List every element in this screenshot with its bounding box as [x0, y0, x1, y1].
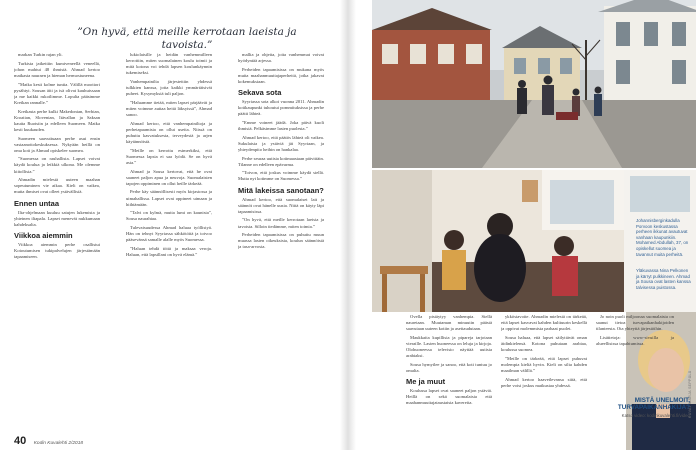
body-paragraph: Perheiden tapaamisissa on puhuttu muun muassa lasten oikeuksista, koulun säännöistä ja tasa-arvosta. [238, 232, 324, 250]
sidebar-subtitle: Katso video: kodinkuvalehti.fi/video [621, 413, 690, 418]
body-paragraph: ”Emme voineet jäädä. Joka päivä kuoli ihmisiä. Pelkäsimme lasten puolesta.” [238, 119, 324, 132]
body-paragraph: Ahmad kertoo, että vanhempainiltoja ja perhetapaamisia on ollut useita. Niissä on puhuttu kasvatuksesta, terveydestä ja arjen käytännöistä. [126, 120, 212, 144]
body-paragraph: Ahmad kertoo haaveilevansa siitä, että perhe voisi joskus matkustaa yhdessä. [501, 376, 587, 388]
body-paragraph: Koulussa lapset ovat saaneet paljon ystäviä. Heillä on sekä suomalaisia että maahanmuuttajataustaisia kavereita. [406, 388, 492, 406]
body-paragraph: Viikkoa aiemmin perhe osallistui Kotoutumisen tukipalvelujen järjestämään tapaamiseen. [14, 241, 100, 259]
photo-credit: KUVAT MARJA SEPPÄLÄ [688, 370, 692, 418]
body-paragraph: ”Meille on kerrottu esimerkiksi, että Suomessa lapsia ei saa lyödä. Se on hyvä asia.” [126, 147, 212, 165]
body-paragraph: ”On hyvä, että meille kerrotaan laeista ja tavoista. Silloin tiedämme, miten toimia.” [238, 217, 324, 229]
left-column-3 [238, 52, 324, 428]
body-paragraph: Ilta-ohjelmaan kuuluu satujen lukemista ja yhteinen iltapala. Lapset menevät nukkumaan kahdeksalta. [14, 209, 100, 227]
body-paragraph: ”Talvi on kylmä, mutta lumi on kaunista”, Sousa naurahtaa. [126, 210, 212, 222]
section-heading: Viikkoa aiemmin [14, 230, 73, 240]
photo-caption-1: Johannisberginkadulla Porvoon keskustassa perheen ikkunat avautuvat vanhaan kaupunkiin. Mohamed Abdullah, 37, on opiskellut suomea ja tavannut muita perheitä. [636, 218, 689, 257]
body-paragraph: Sousa haluaa, että lapset säilyttävät oman äidinkielensä. Kotona puhutaan arabiaa, koulussa suomea. [501, 334, 587, 353]
body-paragraph: Perheiden tapaamisissa on mukana myös muita maahanmuuttajaperheitä, jotka jakavat kokemuksiaan. [238, 66, 324, 84]
page-number: 40 [14, 435, 27, 447]
body-paragraph: Ahmad kertoo, että suomalaiset lait ja säännöt ovat hänelle uusia. Niitä on käyty läpi tapaamisissa. [238, 196, 324, 214]
body-paragraph: Ahmad kertoo, että päätös lähteä oli vaikea. Sukulaisia ja ystäviä jäi Syyriaan, ja yhteydenpito heihin on hankalaa. [238, 134, 324, 152]
body-paragraph: markan Turkin rajan yli. [18, 52, 63, 57]
section-heading: Sekava sota [238, 88, 282, 98]
street-scene-illustration [372, 0, 696, 168]
right-page [348, 0, 696, 450]
magazine-name: Kodin Kuvalehti 2/2018 [33, 441, 84, 446]
folio [14, 431, 83, 449]
section-heading: Me ja muut [406, 377, 446, 387]
body-paragraph: mallia ja ohjeita, joita vanhemmat voivat hyödyntää arjessa. [238, 52, 324, 64]
pull-quote: ”On hyvä, että meille kerrotaan laeista ja tavoista.” [77, 26, 297, 51]
body-paragraph: ykköstavoite. Ahmadin mielestä on tärkeää, että lapset kasvavat kahden kulttuurin keskellä ja oppivat molemmista parhaat puolet. [501, 314, 587, 332]
body-paragraph: Perhe seuraa uutisia kotimaastaan päivittäin. Tilanne on edelleen epävarma. [238, 155, 324, 167]
body-paragraph: Turkista jatkettiin kumiveneellä veneellä, johon mahtui 48 ihmistä. Ahmad kertoo matkasta nauraen ja hieman hermostuneena. [14, 60, 100, 78]
body-paragraph: ”Matka kesti kolme tuntia. Välillä moottori pysähtyi. Sousan äiti ja isä olivat kauhuissaan ja me kaikki rukoilimme. Lopulta pääsimme Kreikan rannalle.” [14, 81, 100, 105]
body-paragraph: lukiolaisille ja heidän vanhemmilleen kerrottiin, miten suomalainen koulu toimii ja mitä kotona voi tehdä lapsen koulunkäynnin tukemiseksi. [126, 52, 212, 76]
left-column-1 [14, 52, 100, 428]
body-paragraph: ”Suomessa on rauhallista. Lapset voivat käydä koulua ja leikkiä ulkona. Me olemme kiitollisia.” [14, 156, 100, 174]
body-paragraph: Syyriassa sota alkoi vuonna 2011. Ahmadin kotikaupunki tuhoutui pommituksissa ja perhe päätti lähteä. [238, 99, 324, 117]
section-heading: Mitä lakeissa sanotaan? [238, 185, 324, 195]
street-scene-photo [372, 0, 696, 168]
body-paragraph: Lisätietoja: www-sivuilla ja alueellisissa tapahtumissa. [596, 334, 674, 346]
body-paragraph: ”Haluamme tietää, miten lapset pärjäävät ja miten voimme auttaa heitä läksyissä”, Ahmad sanoo. [126, 99, 212, 118]
sidebar-title: MISTÄ UNELMOIT, TURVAPAIKANHAKIJA? [617, 397, 690, 412]
right-column-2 [501, 314, 587, 432]
left-column-2 [126, 52, 212, 428]
body-paragraph: Kreikasta perhe kulki Makedonian, Serbian, Kroatian, Slovenian, Itävallan ja Saksan kautta Ruotsiin ja edelleen Suomeen. Matka kesti kuukauden. [14, 108, 100, 132]
body-paragraph: ”Toivon, että joskus voimme käydä siellä. Mutta nyt kotimme on Suomessa.” [238, 170, 324, 182]
body-paragraph: Perhe käy säännöllisesti myös kirjastossa ja uimahallissa. Lapset ovat oppineet uimaan ja hiihtämään. [126, 189, 212, 207]
body-paragraph: Suomeen saavuttuaan perhe asui ensin vastaanottokeskuksessa. Nykyään heillä on oma koti ja Ahmad opiskelee suomea. [14, 135, 100, 153]
body-paragraph: ”Haluan tehdä töitä ja maksaa veroja. Haluan, että lapsillani on hyvä elämä.” [126, 245, 212, 258]
body-paragraph: Ovella pistäytyy vanhempia. Siellä nauretaan. Muutaman minuutin päästä saavutaan uuteen kotiin ja asettaudutaan. [406, 314, 492, 332]
body-paragraph: Jo noin puoli miljoonaa suomalaista on saanut tietoa turvapaikanhakijoiden tilanteesta. Ota yhteyttä järjestöihin. [596, 314, 674, 332]
photo-caption-2: Yläkuvassa Nina Pelkonen ja kärryt pulkkineen. Ahmad ja Sousa ovat lasten kanssa talvisessa puistossa. [636, 268, 691, 290]
section-heading: Ennen untaa [14, 198, 60, 208]
body-paragraph: Sousa hymyilee ja sanoo, että koti tuntuu jo omalta. [406, 361, 492, 373]
body-paragraph: ”Meille on tärkeää, että lapset puhuvat molempia kieliä hyvin. Kieli on silta kahden maailman välillä.” [501, 355, 587, 373]
right-column-3 [596, 314, 674, 386]
body-paragraph: Ahmadin mielestä uuteen maahan sopeutuminen vie aikaa. Kieli on vaikea, mutta ihmiset ovat olleet ystävällisiä. [14, 177, 100, 195]
body-paragraph: Ahmad ja Sousa kertovat, että he ovat saaneet paljon apua ja neuvoja. Suomalaisten tapojen oppiminen on ollut heille tärkeää. [126, 168, 212, 186]
family-interior-illustration [372, 170, 624, 312]
right-column-1 [406, 314, 492, 432]
body-paragraph: Vanhempainilta järjestettiin yhdessä tulkkien kanssa, jotta kaikki ymmärtäisivät puheet. Kysymyksiä tuli paljon. [126, 78, 212, 97]
family-interior-photo [372, 170, 624, 312]
body-paragraph: Tulevaisuudessa Ahmad haluaa työllistyä. Hän on tehnyt Syyriassa sähkötöitä ja toivoo pääsevänsä samalle alalle myös Suomessa. [126, 225, 212, 243]
body-paragraph: Maukkaita kupillisia ja pipareja tarjotaan vieraille. Lasten huoneessa on leluja ja kirjoja. Olohuoneessa televisio näyttää uutisia arabiaksi. [406, 334, 492, 359]
